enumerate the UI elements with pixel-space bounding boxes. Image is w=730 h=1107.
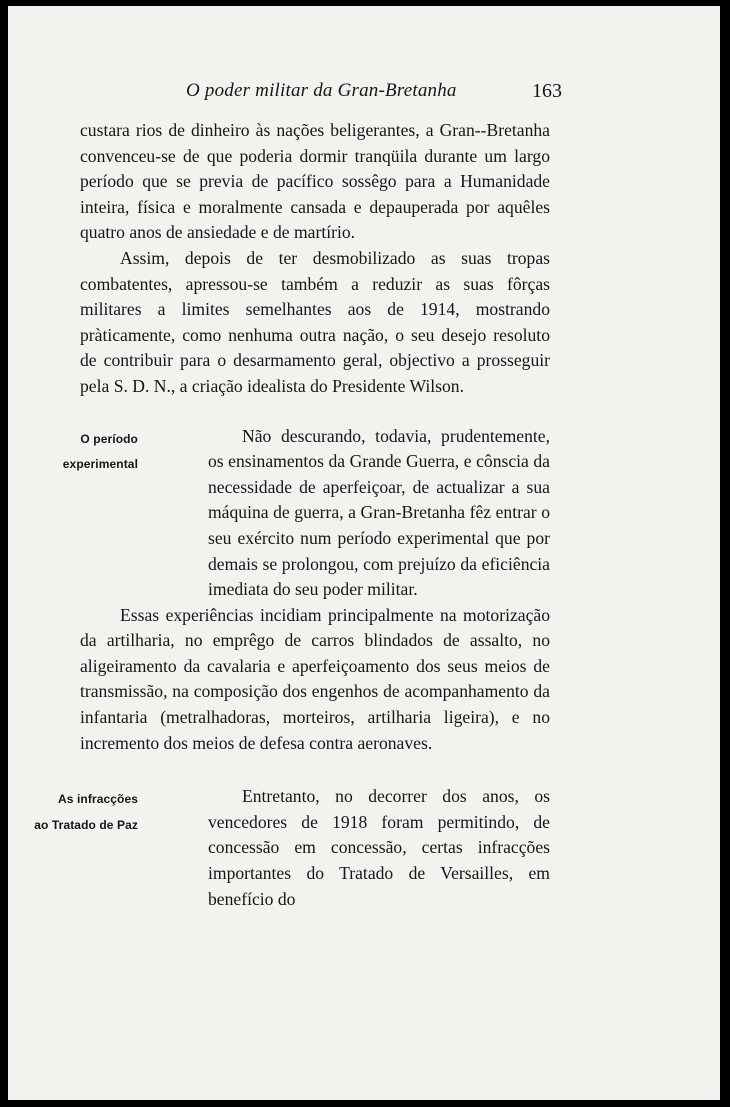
margin-note-line: As infracções	[57, 792, 138, 807]
margin-note-line: O período	[80, 431, 138, 446]
margin-note-line: ao Tratado de Paz	[34, 817, 138, 832]
book-page	[8, 6, 720, 1100]
margin-note	[10, 427, 138, 478]
paragraph: Assim, depois de ter desmobilizado as suas tropas combatentes, apressou-se também a reduzir as suas fôrças militares a limites semelhantes aos de 1914, mostrando pràticamente, como nenhuma outra nação, o seu desejo resoluto de contribuir para o desarmamento geral, objectivo a prosseguir pela S. D. N., a criação idealista do Presidente Wilson.	[80, 247, 550, 396]
section-treaty-infractions	[34, 784, 550, 912]
paragraph: Entretanto, no decorrer dos anos, os vencedores de 1918 foram permitindo, de concessão em concessão, certas infracções importantes do Tratado de Versailles, em benefício do	[208, 786, 550, 909]
margin-note-line: experimental	[62, 457, 138, 472]
running-title: O poder militar da Gran-Bretanha	[186, 80, 457, 101]
page-number: 163	[532, 80, 562, 102]
margin-note	[10, 787, 138, 838]
page-header	[8, 80, 720, 110]
paragraph: Essas experiências incidiam principalmente na motorização da artilharia, no emprêgo de carros blindados de assalto, no aligeiramento da cavalaria e aperfeiçoamento dos seus meios de transmissão, na composição dos engenhos de acompanhamento da infantaria (metralhadoras, morteiros, artilharia ligeira), e no incremento dos meios de defesa contra aeronaves.	[80, 604, 550, 753]
section-experimental-period	[62, 424, 550, 757]
body-text	[34, 118, 550, 912]
paragraph: Não descurando, todavia, prudentemente, os ensinamentos da Grande Guerra, e cônscia da necessidade de aperfeiçoar, de actualizar a sua máquina de guerra, a Gran-Bretanha fêz entrar o seu exército num período experimental que por demais se prolongou, com prejuízo da eficiência imediata do seu poder militar.	[208, 425, 550, 600]
paragraph: custara rios de dinheiro às nações beligerantes, a Gran--Bretanha convenceu-se de que poderia dormir tranqüila durante um largo período que se previa de pacífico sossêgo para a Humanidade inteira, física e moralmente cansada e depauperada por aquêles quatro anos de ansiedade e de martírio.	[80, 120, 550, 243]
